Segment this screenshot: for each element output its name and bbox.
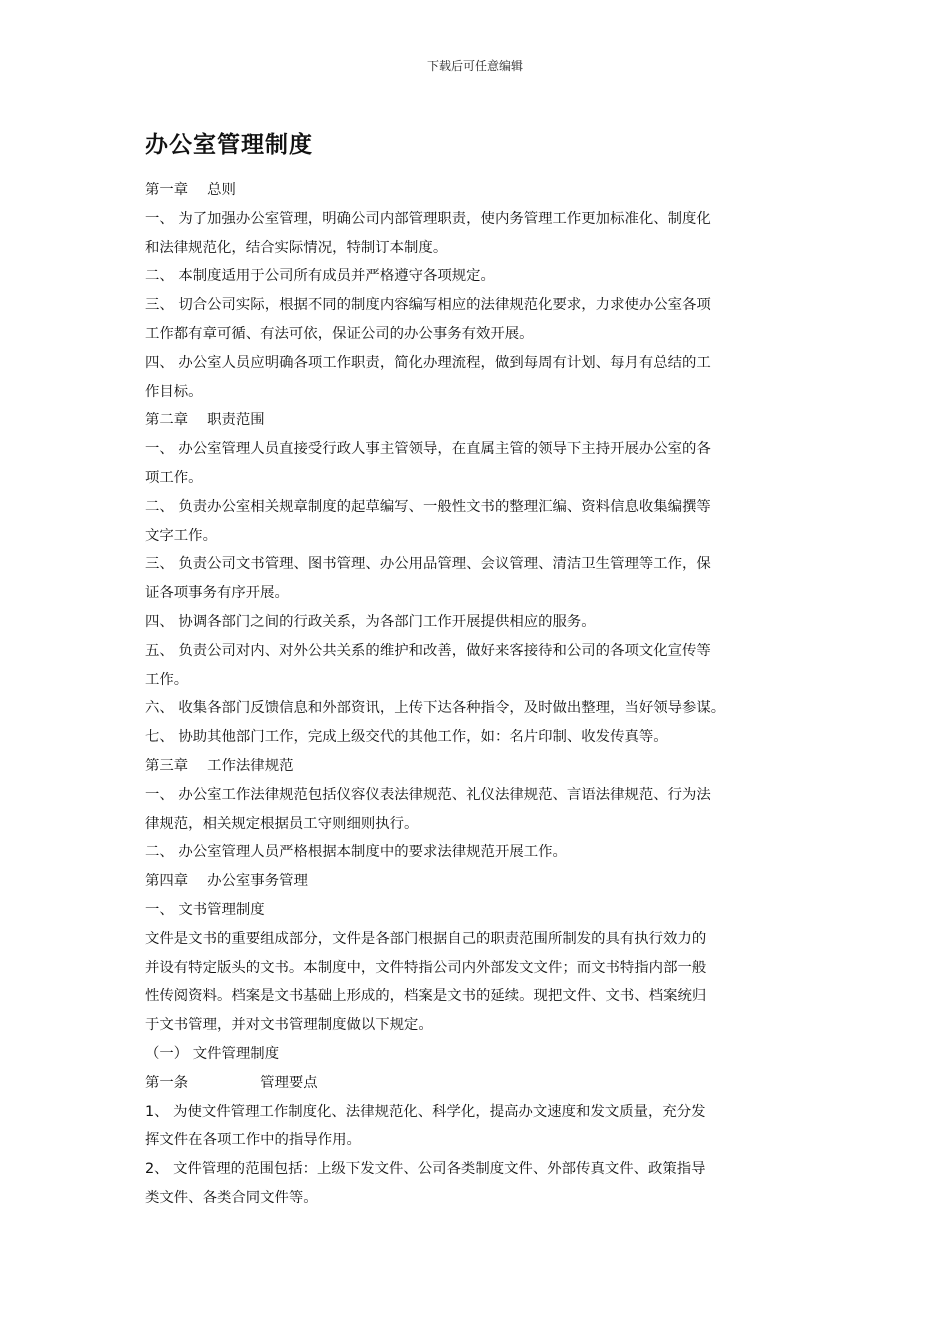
text-line: 工作都有章可循、有法可依，保证公司的办公事务有效开展。	[145, 325, 534, 342]
text-line: 并设有特定版头的文书。本制度中，文件特指公司内外部发文文件；而文书特指内部一般	[145, 959, 707, 976]
text-line: 第四章 办公室事务管理	[145, 873, 308, 890]
text-line: 第一条 管理要点	[145, 1074, 318, 1091]
text-line: 第三章 工作法律规范	[145, 757, 294, 774]
text-line: 二、 负责办公室相关规章制度的起草编写、一般性文书的整理汇编、资料信息收集编撰等	[145, 498, 711, 515]
text-line: 三、 切合公司实际，根据不同的制度内容编写相应的法律规范化要求，力求使办公室各项	[145, 297, 711, 314]
download-note: 下载后可任意编辑	[426, 59, 523, 73]
text-line: 六、 收集各部门反馈信息和外部资讯，上传下达各种指令，及时做出整理，当好领导参谋。	[145, 700, 726, 717]
text-line: 项工作。	[145, 469, 203, 486]
text-line: 于文书管理，并对文书管理制度做以下规定。	[145, 1017, 433, 1034]
document-title: 办公室管理制度	[145, 132, 313, 158]
text-line: 七、 协助其他部门工作，完成上级交代的其他工作，如：名片印制、收发传真等。	[145, 729, 668, 746]
text-line: 一、 办公室工作法律规范包括仪容仪表法律规范、礼仪法律规范、言语法律规范、行为法	[145, 786, 711, 803]
text-line: 证各项事务有序开展。	[145, 585, 289, 602]
text-line: 五、 负责公司对内、对外公共关系的维护和改善，做好来客接待和公司的各项文化宣传等	[145, 642, 711, 659]
text-line: （一） 文件管理制度	[145, 1045, 280, 1062]
text-line: 一、 为了加强办公室管理，明确公司内部管理职责，使内务管理工作更加标准化、制度化	[145, 210, 711, 227]
text-line: 文字工作。	[145, 527, 217, 544]
text-line: 一、 文书管理制度	[145, 901, 265, 918]
text-line: 四、 协调各部门之间的行政关系，为各部门工作开展提供相应的服务。	[145, 613, 596, 630]
text-line: 性传阅资料。档案是文书基础上形成的，档案是文书的延续。现把文件、文书、档案统归	[145, 988, 707, 1005]
text-line: 挥文件在各项工作中的指导作用。	[145, 1132, 361, 1149]
text-line: 2、 文件管理的范围包括：上级下发文件、公司各类制度文件、外部传真文件、政策指导	[145, 1161, 706, 1178]
text-line: 文件是文书的重要组成部分，文件是各部门根据自己的职责范围所制发的具有执行效力的	[145, 930, 707, 947]
text-line: 二、 办公室管理人员严格根据本制度中的要求法律规范开展工作。	[145, 844, 567, 861]
text-line: 第一章 总则	[145, 182, 236, 198]
text-line: 作目标。	[145, 383, 203, 400]
text-line: 二、 本制度适用于公司所有成员并严格遵守各项规定。	[145, 268, 495, 285]
text-line: 一、 办公室管理人员直接受行政人事主管领导，在直属主管的领导下主持开展办公室的各	[145, 441, 711, 458]
text-line: 四、 办公室人员应明确各项工作职责，简化办理流程，做到每周有计划、每月有总结的工	[145, 354, 711, 371]
text-line: 1、 为使文件管理工作制度化、法律规范化、科学化，提高办文速度和发文质量，充分发	[145, 1103, 706, 1120]
text-line: 律规范，相关规定根据员工守则细则执行。	[145, 815, 419, 832]
text-line: 和法律规范化，结合实际情况，特制订本制度。	[145, 239, 448, 256]
text-line: 类文件、各类合同文件等。	[145, 1189, 318, 1206]
text-line: 工作。	[145, 671, 189, 688]
text-line: 三、 负责公司文书管理、图书管理、办公用品管理、会议管理、清洁卫生管理等工作，保	[145, 556, 711, 573]
document-body	[145, 176, 820, 1213]
text-line: 第二章 职责范围	[145, 412, 265, 429]
